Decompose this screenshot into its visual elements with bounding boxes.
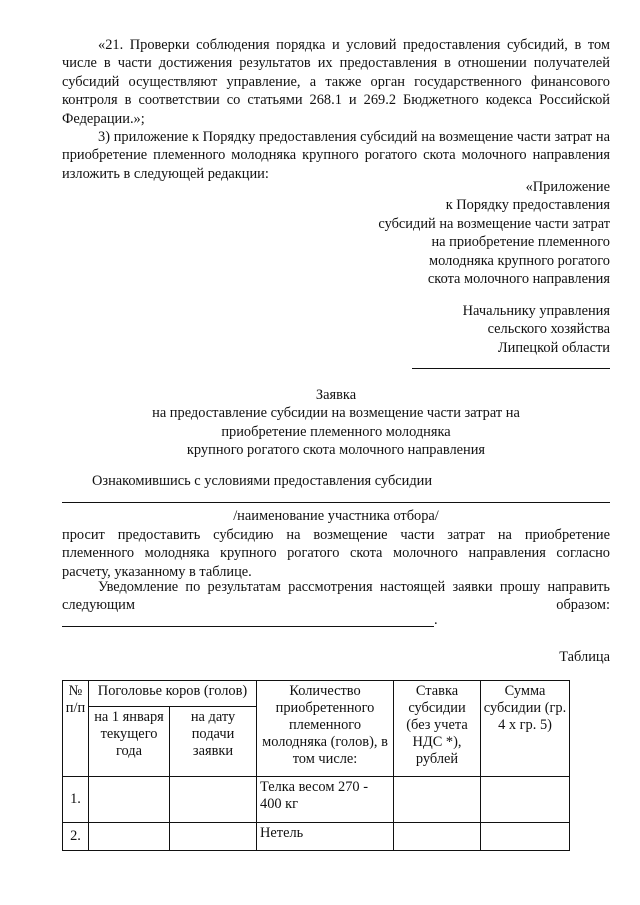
addressee-block: [463, 302, 610, 357]
addressee-line: Липецкой области: [497, 339, 610, 356]
cell-empty: [89, 777, 170, 823]
notification-method-line: [62, 626, 434, 627]
row-livestock-type: Нетель: [257, 823, 394, 851]
application-title: [62, 386, 610, 460]
cell-empty: [89, 823, 170, 851]
header-cows-date: на дату подачи заявки: [170, 707, 257, 777]
cell-empty: [170, 823, 257, 851]
cell-empty: [481, 823, 570, 851]
header-cows-jan: на 1 января текущего года: [89, 707, 170, 777]
row-number: 2.: [63, 823, 89, 851]
appendix-header-line: скота молочного направления: [427, 271, 610, 288]
participant-name-line: [62, 502, 610, 503]
header-quantity: Количество приобретенного племенного молодняка (голов), в том числе:: [257, 681, 394, 777]
table-row: [63, 777, 570, 823]
notification-period: .: [434, 612, 438, 628]
row-number: 1.: [63, 777, 89, 823]
appendix-header-line: к Порядку предоставления: [445, 197, 610, 214]
table-row: [63, 823, 570, 851]
header-num: № п/п: [63, 681, 89, 777]
appendix-header-line: на приобретение племенного: [431, 234, 610, 251]
header-cows: Поголовье коров (голов): [89, 681, 257, 707]
appendix-header-line: субсидий на возмещение части затрат: [378, 215, 610, 232]
cell-empty: [394, 823, 481, 851]
addressee-line: сельского хозяйства: [487, 321, 610, 338]
paragraph-appendix-change: 3) приложение к Порядку предоставления субсидий на возмещение части затрат на приобретение племенного молодняка крупного рогатого скота молочного направления изложить в следующей редакции:: [62, 129, 610, 182]
table-label: Таблица: [559, 649, 610, 665]
paragraph-inspections: «21. Проверки соблюдения порядка и условий предоставления субсидий, в том числе в части достижения результатов их предоставления в отношении получателей субсидий осуществляют управление, а также орган государственного финансового контроля в соответствии со статьями 268.1 и 269.2 Бюджетного кодекса Российской Федерации.»;: [62, 37, 610, 127]
subsidy-table: [62, 680, 570, 851]
title-line: на предоставление субсидии на возмещение части затрат на: [152, 405, 520, 422]
participant-caption: /наименование участника отбора/: [233, 508, 439, 524]
cell-empty: [170, 777, 257, 823]
title-line: Заявка: [315, 387, 357, 403]
header-rate: Ставка субсидии (без учета НДС *), рублей: [394, 681, 481, 777]
notification-text: Уведомление по результатам рассмотрения настоящей заявки прошу направить следующим образом:: [62, 579, 610, 614]
appendix-header: [378, 178, 610, 288]
cell-empty: [394, 777, 481, 823]
title-line: крупного рогатого скота молочного направления: [186, 442, 486, 459]
addressee-line: Начальнику управления: [462, 303, 610, 319]
addressee-signature-line: [412, 368, 610, 369]
appendix-header-line: «Приложение: [525, 179, 610, 195]
header-sum: Сумма субсидии (гр. 4 х гр. 5): [481, 681, 570, 777]
appendix-header-line: молодняка крупного рогатого: [429, 252, 610, 269]
row-livestock-type: Телка весом 270 - 400 кг: [257, 777, 394, 823]
title-line: приобретение племенного молодняка: [221, 423, 451, 440]
cell-empty: [481, 777, 570, 823]
familiarized-text: Ознакомившись с условиями предоставления субсидии: [92, 473, 433, 489]
request-text: просит предоставить субсидию на возмещение части затрат на приобретение племенного молодняка крупного рогатого скота молочного направления согласно расчету, указанному в таблице.: [62, 527, 610, 580]
